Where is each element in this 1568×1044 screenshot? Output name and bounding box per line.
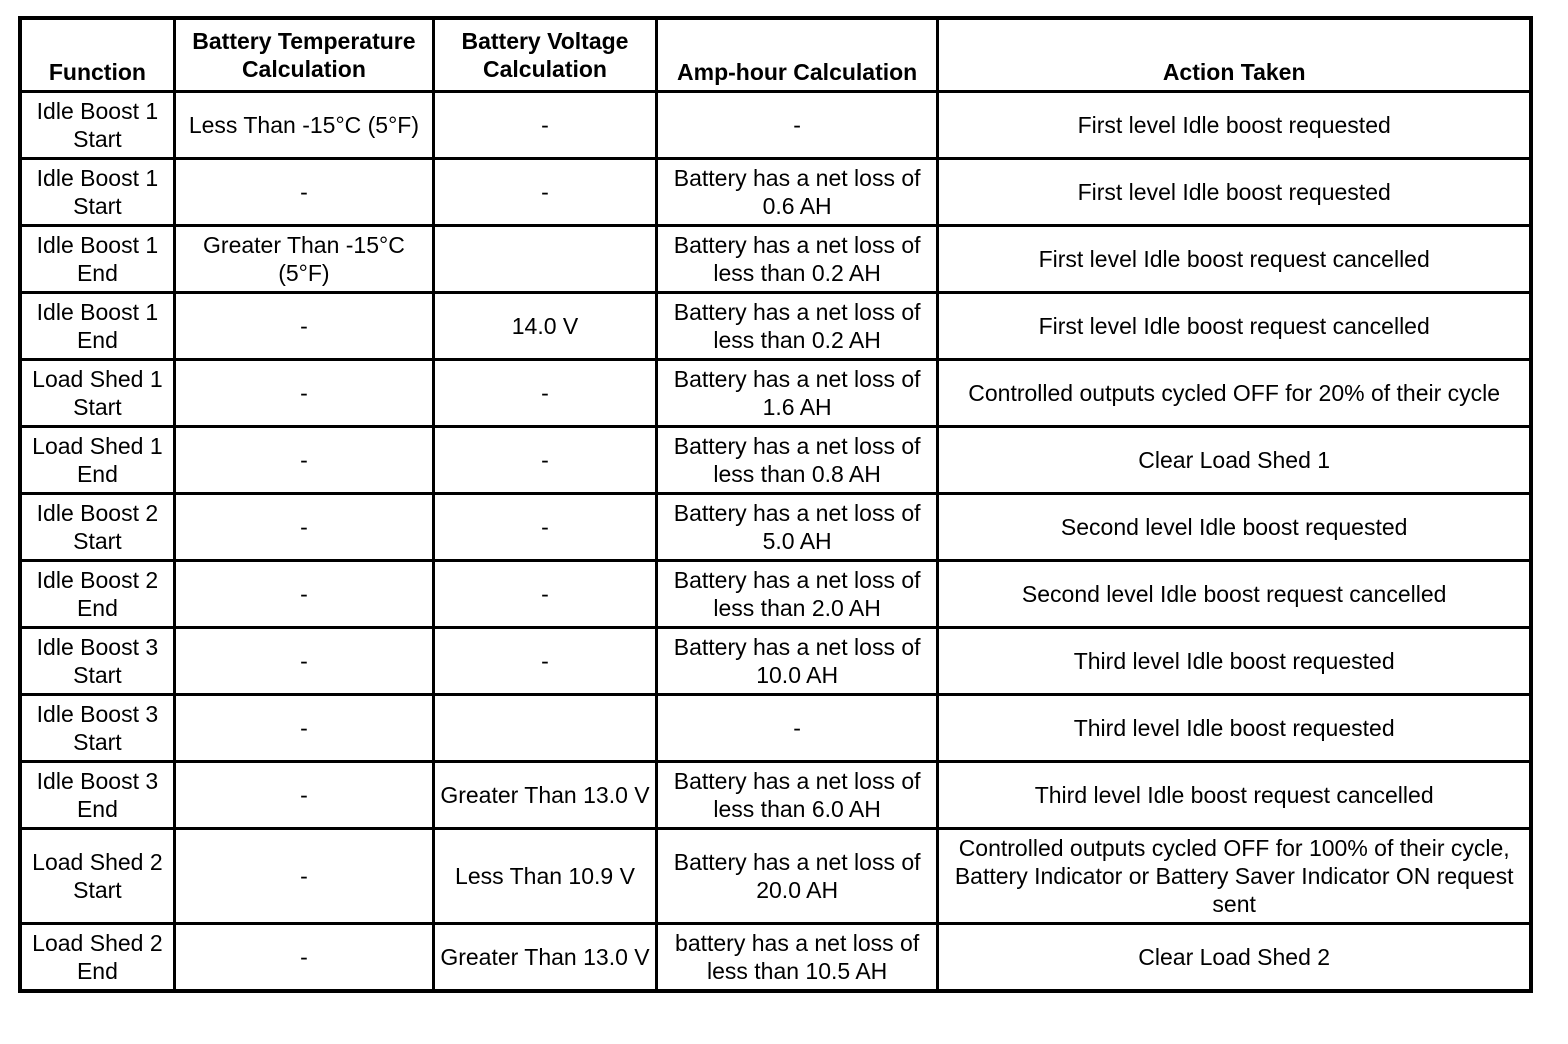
- table-row: [20, 360, 1531, 427]
- cell-function: Load Shed 2 End: [20, 924, 174, 992]
- cell-action: First level Idle boost requested: [938, 92, 1531, 159]
- battery-management-table: [18, 16, 1533, 993]
- table-row: [20, 226, 1531, 293]
- cell-voltage: Greater Than 13.0 V: [434, 762, 657, 829]
- cell-temperature: -: [174, 628, 433, 695]
- header-temperature: Battery Temperature Calculation: [174, 18, 433, 92]
- cell-temperature: Greater Than -15°C (5°F): [174, 226, 433, 293]
- cell-voltage: Greater Than 13.0 V: [434, 924, 657, 992]
- cell-temperature: -: [174, 561, 433, 628]
- cell-function: Idle Boost 1 End: [20, 226, 174, 293]
- table-row: [20, 159, 1531, 226]
- cell-amphour: Battery has a net loss of 10.0 AH: [656, 628, 937, 695]
- table-row: [20, 293, 1531, 360]
- cell-function: Idle Boost 2 Start: [20, 494, 174, 561]
- table-row: [20, 494, 1531, 561]
- cell-voltage: -: [434, 494, 657, 561]
- cell-amphour: Battery has a net loss of 5.0 AH: [656, 494, 937, 561]
- cell-action: Third level Idle boost requested: [938, 628, 1531, 695]
- table-row: [20, 695, 1531, 762]
- cell-voltage: [434, 226, 657, 293]
- cell-voltage: -: [434, 159, 657, 226]
- cell-action: Clear Load Shed 1: [938, 427, 1531, 494]
- cell-action: Third level Idle boost request cancelled: [938, 762, 1531, 829]
- cell-voltage: -: [434, 628, 657, 695]
- cell-amphour: Battery has a net loss of 0.6 AH: [656, 159, 937, 226]
- cell-function: Idle Boost 3 Start: [20, 628, 174, 695]
- cell-action: Second level Idle boost requested: [938, 494, 1531, 561]
- cell-temperature: -: [174, 924, 433, 992]
- header-voltage: Battery Voltage Calculation: [434, 18, 657, 92]
- cell-temperature: -: [174, 829, 433, 924]
- cell-action: Third level Idle boost requested: [938, 695, 1531, 762]
- cell-amphour: -: [656, 695, 937, 762]
- cell-temperature: -: [174, 293, 433, 360]
- cell-function: Idle Boost 3 End: [20, 762, 174, 829]
- header-amphour: Amp-hour Calculation: [656, 18, 937, 92]
- cell-amphour: Battery has a net loss of 20.0 AH: [656, 829, 937, 924]
- table-row: [20, 561, 1531, 628]
- cell-action: Controlled outputs cycled OFF for 20% of their cycle: [938, 360, 1531, 427]
- cell-function: Idle Boost 1 End: [20, 293, 174, 360]
- header-function: Function: [20, 18, 174, 92]
- cell-amphour: Battery has a net loss of less than 6.0 AH: [656, 762, 937, 829]
- header-row: [20, 18, 1531, 92]
- cell-action: Controlled outputs cycled OFF for 100% of their cycle, Battery Indicator or Battery Saver Indicator ON request sent: [938, 829, 1531, 924]
- table-row: [20, 628, 1531, 695]
- cell-voltage: Less Than 10.9 V: [434, 829, 657, 924]
- table-row: [20, 427, 1531, 494]
- cell-voltage: -: [434, 92, 657, 159]
- cell-voltage: [434, 695, 657, 762]
- cell-function: Idle Boost 1 Start: [20, 92, 174, 159]
- cell-function: Load Shed 1 Start: [20, 360, 174, 427]
- table-row: [20, 762, 1531, 829]
- table-row: [20, 829, 1531, 924]
- cell-amphour: Battery has a net loss of less than 0.8 AH: [656, 427, 937, 494]
- table-row: [20, 92, 1531, 159]
- cell-function: Idle Boost 3 Start: [20, 695, 174, 762]
- cell-function: Load Shed 2 Start: [20, 829, 174, 924]
- cell-function: Load Shed 1 End: [20, 427, 174, 494]
- cell-voltage: 14.0 V: [434, 293, 657, 360]
- cell-voltage: -: [434, 561, 657, 628]
- cell-action: First level Idle boost requested: [938, 159, 1531, 226]
- cell-action: First level Idle boost request cancelled: [938, 226, 1531, 293]
- cell-temperature: -: [174, 360, 433, 427]
- cell-voltage: -: [434, 427, 657, 494]
- cell-amphour: Battery has a net loss of less than 2.0 AH: [656, 561, 937, 628]
- cell-temperature: -: [174, 427, 433, 494]
- cell-temperature: Less Than -15°C (5°F): [174, 92, 433, 159]
- cell-temperature: -: [174, 494, 433, 561]
- cell-function: Idle Boost 1 Start: [20, 159, 174, 226]
- cell-amphour: Battery has a net loss of less than 0.2 AH: [656, 293, 937, 360]
- cell-amphour: -: [656, 92, 937, 159]
- cell-amphour: Battery has a net loss of 1.6 AH: [656, 360, 937, 427]
- cell-temperature: -: [174, 695, 433, 762]
- cell-action: First level Idle boost request cancelled: [938, 293, 1531, 360]
- cell-amphour: battery has a net loss of less than 10.5 AH: [656, 924, 937, 992]
- cell-action: Clear Load Shed 2: [938, 924, 1531, 992]
- cell-temperature: -: [174, 762, 433, 829]
- cell-function: Idle Boost 2 End: [20, 561, 174, 628]
- table-row: [20, 924, 1531, 992]
- header-action: Action Taken: [938, 18, 1531, 92]
- cell-temperature: -: [174, 159, 433, 226]
- cell-voltage: -: [434, 360, 657, 427]
- cell-amphour: Battery has a net loss of less than 0.2 AH: [656, 226, 937, 293]
- cell-action: Second level Idle boost request cancelled: [938, 561, 1531, 628]
